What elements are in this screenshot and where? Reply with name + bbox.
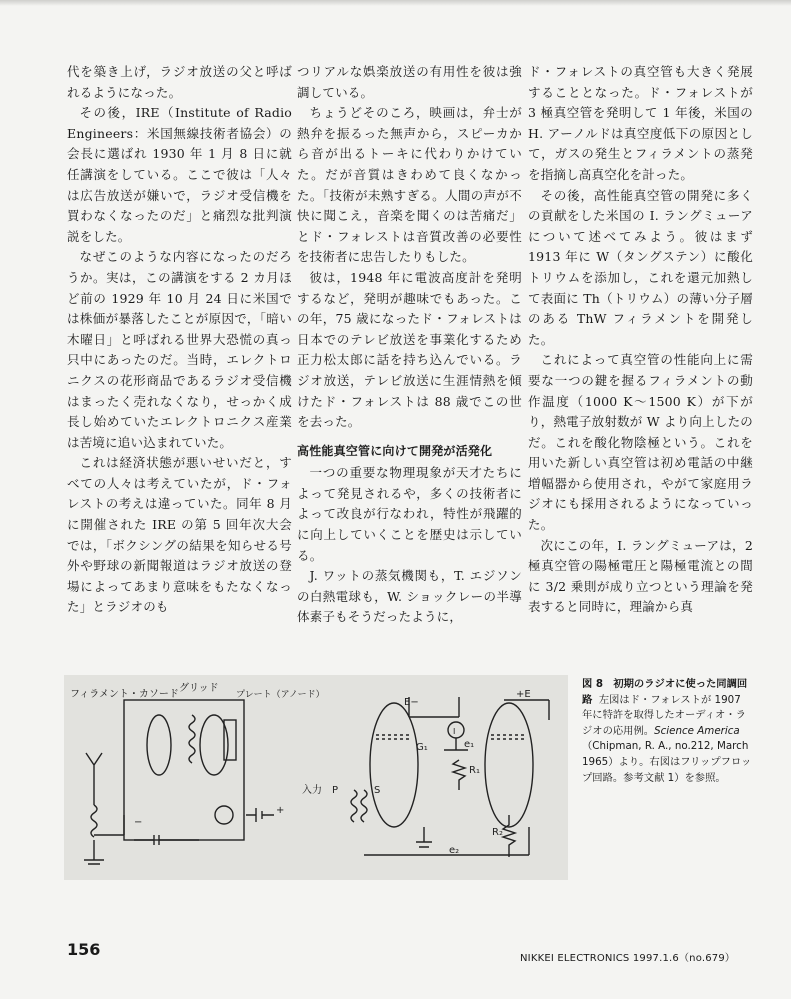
- circuit-diagram: [64, 675, 568, 880]
- ground: [84, 840, 104, 864]
- figure-caption: [582, 677, 752, 786]
- label-plate: プレート（アノード）: [236, 690, 325, 700]
- paragraph: ド・フォレストの真空管も大きく発展することとなった。ド・フォレストが 3 極真空管を発明して 1 年後，米国の H. アーノルドは真空度低下の原因として，ガスの発生とフィラメントの蒸発を指摘し高真空化を計った。: [528, 64, 753, 182]
- paragraph: これによって真空管の性能向上に需要な一つの鍵を握るフィラメントの動作温度（1000 K～1500 K）が下がり，熱電子放射数が W より向上したのだ。これを酸化物陰極という。これを用いた新しい真空管は初め電話の中継増幅器から使用され，やがて家庭用ラジオにも採用されるようになっていった。: [528, 352, 753, 533]
- section-heading: 高性能真空管に向けて開発が活発化: [297, 443, 493, 458]
- paragraph: 彼は，1948 年に電波高度計を発明するなど，発明が趣味でもあった。この年，75 歳になったド・フォレストは日本でのテレビ放送を事業化するため正力松太郎に話を持ち込んでいる。ラジオ放送，テレビ放送に生涯情熱を傾けたド・フォレストは 88 歳でこの世を去った。: [297, 269, 522, 430]
- caption-text: 左図はド・フォレストが 1907 年に特許を取得したオーディオ・ラジオの応用例。: [582, 693, 746, 737]
- filament-tube: [147, 715, 171, 775]
- label-minus: −: [134, 817, 143, 828]
- paragraph: 代を築き上げ，ラジオ放送の父と呼ばれるようになった。: [67, 64, 292, 100]
- caption-source: Science America: [654, 724, 740, 737]
- tube-1-grid: [376, 735, 412, 739]
- plate-element: [224, 720, 236, 760]
- page-top-edge: [0, 0, 791, 6]
- current-meter: [448, 722, 464, 738]
- text-column-1: [67, 62, 292, 618]
- label-g1: G₁: [416, 742, 428, 753]
- caption-text: （Chipman, R. A., no.212, March 1965）より。右図はフリップフロップ回路。参考文献 1）を参照。: [582, 740, 752, 784]
- paragraph: つリアルな娯楽放送の有用性を彼は強調している。: [297, 64, 522, 100]
- paragraph: J. ワットの蒸気機関も，T. エジソンの白熱電球も，W. ショックレーの半導体素子もそうだったように，: [297, 568, 522, 625]
- label-e2: e₂: [449, 845, 460, 856]
- meter: [215, 806, 233, 824]
- paragraph: なぜこのような内容になったのだろうか。実は，この講演をする 2 カ月ほど前の 1929 年 10 月 24 日に米国では株価が暴落したことが原因で，「暗い木曜日」と呼ばれる世界大恐慌の真っ只中にあったのだ。当時，エレクトロニクスの花形商品であるラジオ受信機はまったく売れなくなり，せっかく成長し始めていたエレクトロニクス産業は苦境に追い込まれていた。: [67, 249, 292, 450]
- label-e1: e₁: [464, 739, 475, 750]
- publication-footer: NIKKEI ELECTRONICS 1997.1.6（no.679）: [520, 953, 736, 964]
- tube-2-grid: [491, 735, 527, 739]
- antenna-coil: [91, 805, 97, 837]
- label-e-plus: +E: [516, 689, 531, 700]
- label-r2: R₂: [492, 827, 503, 838]
- label-input: 入力: [302, 785, 322, 796]
- text-column-2: [297, 62, 522, 628]
- circuit-figure: [64, 675, 568, 880]
- paragraph: 一つの重要な物理現象が天才たちによって発見されるや，多くの技術者によって改良が行なわれ，特性が飛躍的に向上していくことを歴史は示している。: [297, 465, 522, 563]
- label-r1: R₁: [469, 765, 480, 776]
- paragraph: その後，高性能真空管の開発に多くの貢献をした米国の I. ラングミューアについて述べてみよう。彼はまず 1913 年に W（タングステン）に酸化トリウムを添加し，これを還元加熱して表面に Th（トリウム）の薄い分子層のある ThW フィラメントを開発した。: [528, 187, 753, 347]
- transformer-p: [351, 790, 357, 822]
- battery: [246, 808, 274, 822]
- label-e-minus: E−: [404, 697, 419, 708]
- transformer-s: [361, 790, 367, 822]
- page-number: 156: [67, 940, 101, 959]
- paragraph: これは経済状態が悪いせいだと，すべての人々は考えていたが，ド・フォレストの考えは違っていた。同年 8 月に開催された IRE の第 5 回年次大会では，「ボクシングの結果を知らせる号外や野球の新聞報道はラジオ放送の登場によってあまり意味をもたなくなった」とラジオのも: [67, 455, 292, 615]
- battery-low: [134, 835, 199, 845]
- paragraph: ちょうどそのころ，映画は，弁士が熱弁を振るった無声から，スピーカから音が出るトーキに代わりかけていた。だが音質はきわめて良くなかった。「技術が未熟すぎる。人間の声が不快に聞こえ，音楽を聞くのは苦痛だ」とド・フォレストは音質改善の必要性を技術者に忠告したりもした。: [297, 105, 522, 265]
- tube-1: [370, 703, 418, 827]
- label-i: I: [453, 727, 456, 736]
- resistor-r1: [453, 760, 465, 790]
- label-s: S: [374, 785, 381, 796]
- label-p: P: [332, 785, 339, 796]
- text-column-3: [528, 62, 753, 618]
- label-grid: グリッド: [179, 683, 219, 694]
- resistor-r2: [503, 815, 515, 857]
- grid-coil: [189, 715, 195, 763]
- paragraph: 次にこの年，I. ラングミューアは，2 極真空管の陽極電圧と陽極電流との間に 3/2 乗則が成り立つという理論を発表すると同時に，理論から真: [528, 537, 753, 615]
- tube-2: [485, 703, 533, 827]
- antenna: [86, 753, 102, 805]
- label-plus: +: [276, 805, 285, 816]
- label-filament: フィラメント・カソード: [70, 689, 179, 700]
- paragraph: その後，IRE（Institute of Radio Engineers：米国無線技術者協会）の会長に選ばれ 1930 年 1 月 8 日に就任講演をしている。ここで彼は「人々は広告放送が嫌いで，ラジオ受信機を買わなくなったのだ」と痛烈な批判演説をした。: [67, 105, 292, 244]
- caption-title: 図 8 初期のラジオに使った同調回路: [582, 678, 748, 706]
